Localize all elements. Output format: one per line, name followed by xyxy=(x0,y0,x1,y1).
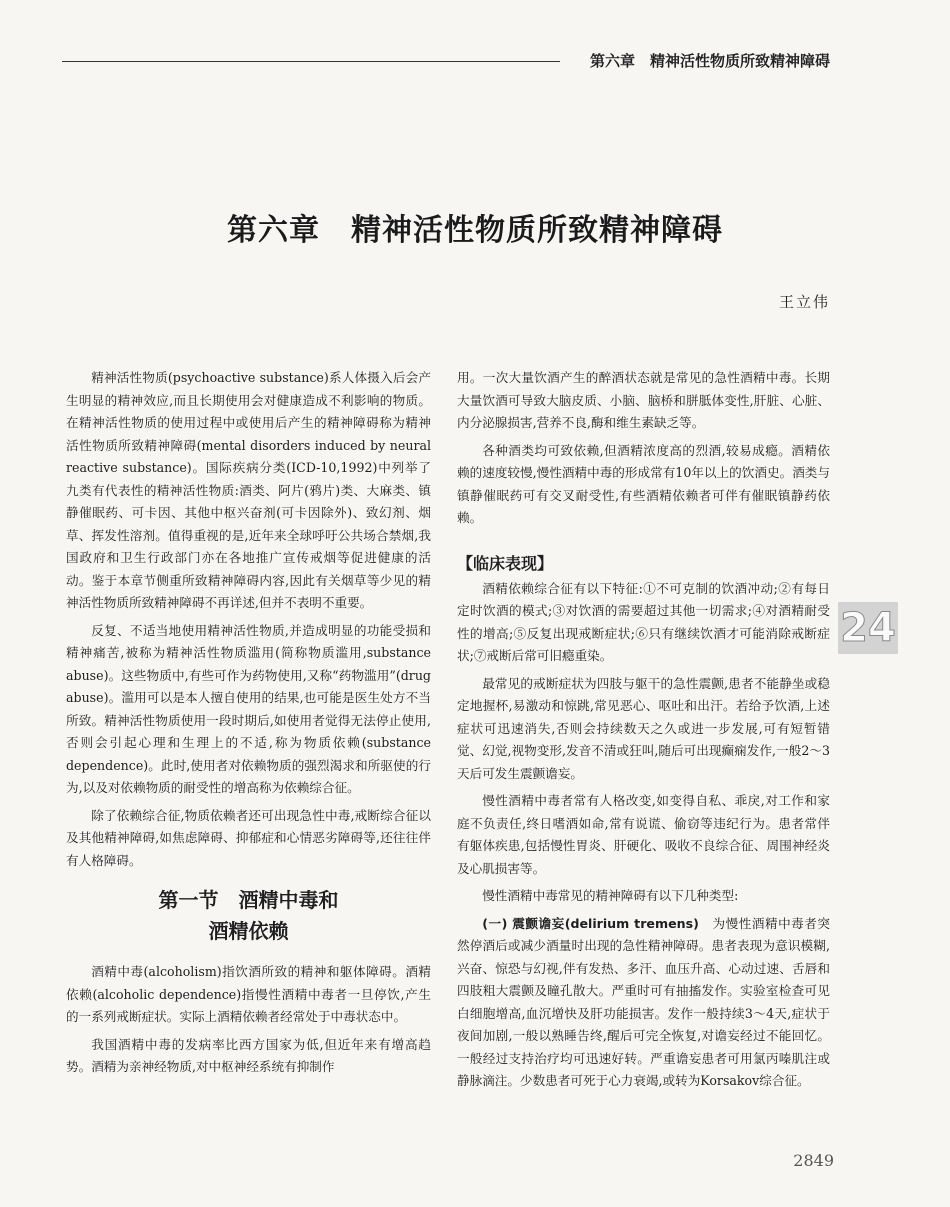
section-title-line-2: 酒精依赖 xyxy=(208,919,289,943)
left-column xyxy=(66,367,431,1084)
chapter-title: 第六章 精神活性物质所致精神障碍 xyxy=(227,213,723,248)
clinical-paragraph: 慢性酒精中毒者常有人格改变,如变得自私、乖戾,对工作和家庭不负责任,终日嗜酒如命,常有说谎、偷窃等违纪行为。患者常伴有躯体疾患,包括慢性胃炎、肝硬化、吸收不良综合征、周围神经炎及心肌损害等。 xyxy=(457,793,830,876)
author-name: 王立伟 xyxy=(778,293,830,311)
intro-paragraph: 除了依赖综合征,物质依赖者还可出现急性中毒,戒断综合征以及其他精神障碍,如焦虑障碍、抑郁症和心情恶劣障碍等,还往往伴有人格障碍。 xyxy=(66,807,431,868)
delirium-heading: (一) 震颤谵妄(delirium tremens) xyxy=(482,915,699,931)
clinical-heading: 【临床表现】 xyxy=(457,553,554,573)
running-header: 第六章 精神活性物质所致精神障碍 xyxy=(589,52,830,70)
chapter-thumb-tab: 24 xyxy=(838,602,898,654)
section-title xyxy=(66,885,431,947)
page-number: 2849 xyxy=(793,1151,834,1170)
intro-paragraph: 精神活性物质(psychoactive substance)系人体摄入后会产生明显的精神效应,而且长期使用会对健康造成不利影响的物质。在精神活性物质的使用过程中或使用后产生的精神障碍称为精神活性物质所致精神障碍(mental disorders induced by neural reactive substance)。国际疾病分类(ICD-10,1992)中列举了九类有代表性的精神活性物质:酒类、阿片(鸦片)类、大麻类、镇静催眠药、可卡因、其他中枢兴奋剂(可卡因除外)、致幻剂、烟草、挥发性溶剂。值得重视的是,近年来全球呼吁公共场合禁烟,我国政府和卫生行政部门亦在各地推广宣传戒烟等促进健康的活动。鉴于本章节侧重所致精神障碍内容,因此有关烟草等少见的精神活性物质所致精神障碍不再详述,但并不表明不重要。 xyxy=(66,370,431,610)
right-column xyxy=(457,367,830,1098)
clinical-paragraph: 酒精依赖综合征有以下特征:①不可克制的饮酒冲动;②有每日定时饮酒的模式;③对饮酒的需要超过其他一切需求;④对酒精耐受性的增高;⑤反复出现戒断症状;⑥只有继续饮酒才可能消除戒断症状;⑦戒断后常可旧瘾重染。 xyxy=(457,580,830,663)
section-paragraph: 我国酒精中毒的发病率比西方国家为低,但近年来有增高趋势。酒精为亲神经物质,对中枢神经系统有抑制作 xyxy=(66,1036,431,1074)
clinical-paragraph: 慢性酒精中毒常见的精神障碍有以下几种类型: xyxy=(482,888,739,903)
continued-paragraph: 各种酒类均可致依赖,但酒精浓度高的烈酒,较易成瘾。酒精依赖的速度较慢,慢性酒精中毒的形成常有10年以上的饮酒史。酒类与镇静催眠药可有交叉耐受性,有些酒精依赖者可伴有催眠镇静药依赖。 xyxy=(457,442,830,525)
intro-paragraph: 反复、不适当地使用精神活性物质,并造成明显的功能受损和精神痛苦,被称为精神活性物质滥用(简称物质滥用,substance abuse)。这些物质中,有些可作为药物使用,又称“药物滥用”(drug abuse)。滥用可以是本人擅自使用的结果,也可能是医生处方不当所致。精神活性物质使用一段时期后,如使用者觉得无法停止使用,否则会引起心理和生理上的不适,称为物质依赖(substance dependence)。此时,使用者对依赖物质的强烈渴求和所驱使的行为,以及对依赖物质的耐受性的增高称为依赖综合征。 xyxy=(66,622,431,795)
delirium-text: 为慢性酒精中毒者突然停酒后或减少酒量时出现的急性精神障碍。患者表现为意识模糊,兴奋、惊恐与幻视,伴有发热、多汗、血压升高、心动过速、舌唇和四肢粗大震颤及瞳孔散大。严重时可有抽搐发作。实验室检查可见白细胞增高,血沉增快及肝功能损害。发作一般持续3～4天,症状于夜间加剧,一般以熟睡告终,醒后可完全恢复,对谵妄经过不能回忆。一般经过支持治疗均可迅速好转。严重谵妄患者可用氯丙嗪肌注或静脉滴注。少数患者可死于心力衰竭,或转为Korsakov综合征。 xyxy=(457,915,831,1088)
continued-paragraph: 用。一次大量饮酒产生的醉酒状态就是常见的急性酒精中毒。长期大量饮酒可导致大脑皮质、小脑、脑桥和胼胝体变性,肝脏、心脏、内分泌腺损害,营养不良,酶和维生素缺乏等。 xyxy=(457,370,830,430)
delirium-paragraph xyxy=(457,913,830,1093)
section-title-line-1: 第一节 酒精中毒和 xyxy=(158,888,339,912)
section-paragraph: 酒精中毒(alcoholism)指饮酒所致的精神和躯体障碍。酒精依赖(alcoholic dependence)指慢性酒精中毒者一旦停饮,产生的一系列戒断症状。实际上酒精依赖者经常处于中毒状态中。 xyxy=(66,964,431,1024)
clinical-paragraph: 最常见的戒断症状为四肢与躯干的急性震颤,患者不能静坐或稳定地握杯,易激动和惊跳,常见恶心、呕吐和出汗。若给予饮酒,上述症状可迅速消失,否则会持续数天之久或进一步发展,可有短暂错觉、幻觉,视物变形,发音不清或狂叫,随后可出现癫痫发作,一般2～3天后可发生震颤谵妄。 xyxy=(457,675,830,781)
